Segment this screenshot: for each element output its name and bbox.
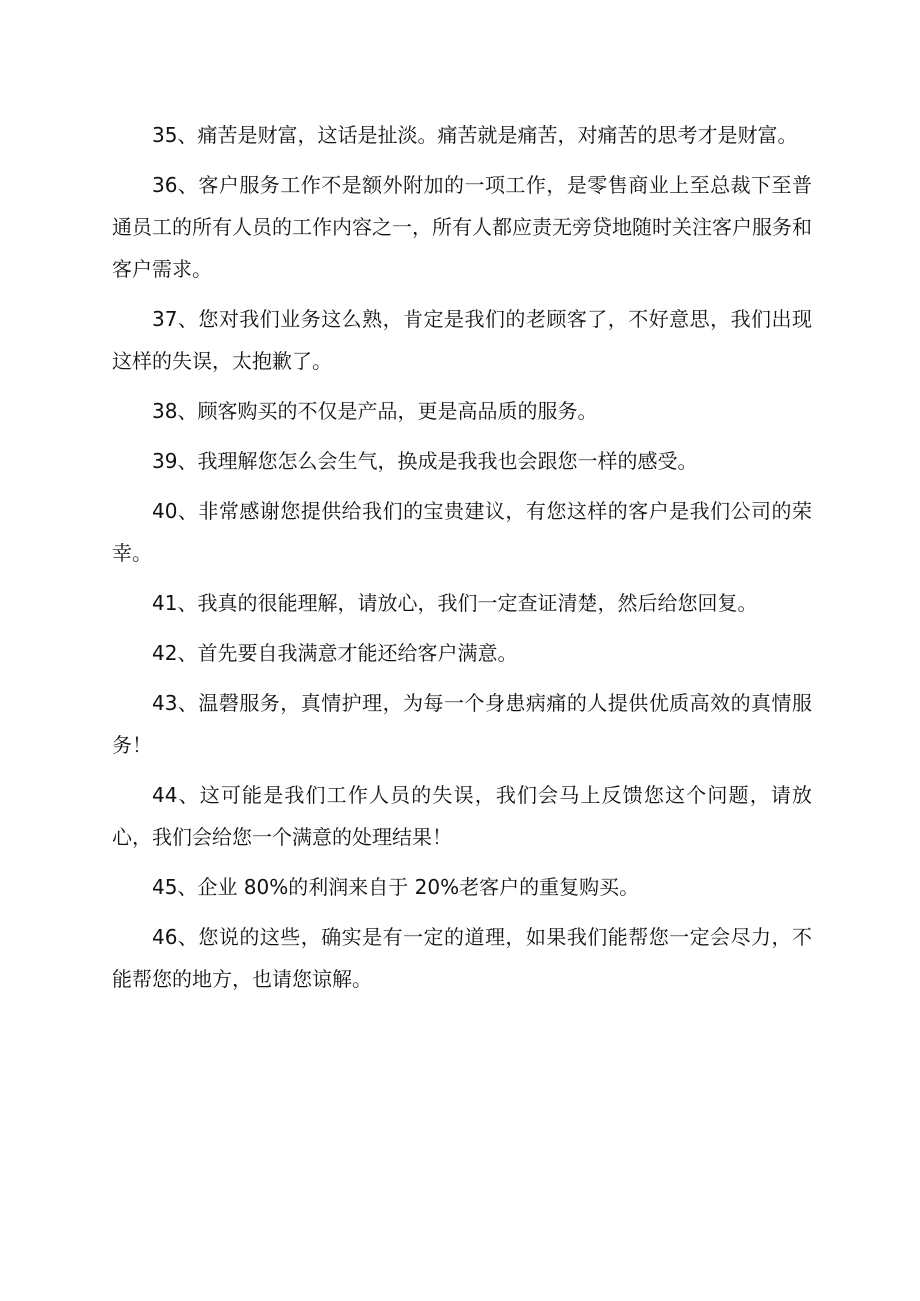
paragraph-39: 39、我理解您怎么会生气，换成是我我也会跟您一样的感受。 bbox=[152, 449, 698, 473]
document-body bbox=[112, 114, 812, 1008]
paragraph-40: 40、非常感谢您提供给我们的宝贵建议，有您这样的客户是我们公司的荣幸。 bbox=[112, 499, 812, 565]
paragraph-37: 37、您对我们业务这么熟，肯定是我们的老顾客了，不好意思，我们出现这样的失误，太抱歉了。 bbox=[112, 307, 812, 373]
paragraph-44: 44、这可能是我们工作人员的失误，我们会马上反馈您这个问题，请放心，我们会给您一个满意的处理结果！ bbox=[112, 783, 812, 849]
paragraph-42: 42、首先要自我满意才能还给客户满意。 bbox=[152, 641, 518, 665]
paragraph-41: 41、我真的很能理解，请放心，我们一定查证清楚，然后给您回复。 bbox=[152, 591, 758, 615]
paragraph-36: 36、客户服务工作不是额外附加的一项工作，是零售商业上至总裁下至普通员工的所有人员的工作内容之一，所有人都应责无旁贷地随时关注客户服务和客户需求。 bbox=[112, 173, 812, 281]
paragraph-38: 38、顾客购买的不仅是产品，更是高品质的服务。 bbox=[152, 399, 598, 423]
paragraph-35: 35、痛苦是财富，这话是扯淡。痛苦就是痛苦，对痛苦的思考才是财富。 bbox=[152, 123, 798, 147]
paragraph-46: 46、您说的这些，确实是有一定的道理，如果我们能帮您一定会尽力，不能帮您的地方，也请您谅解。 bbox=[112, 925, 812, 991]
paragraph-45: 45、企业 80%的利润来自于 20%老客户的重复购买。 bbox=[152, 875, 640, 899]
paragraph-43: 43、温磬服务，真情护理，为每一个身患病痛的人提供优质高效的真情服务！ bbox=[112, 691, 812, 757]
